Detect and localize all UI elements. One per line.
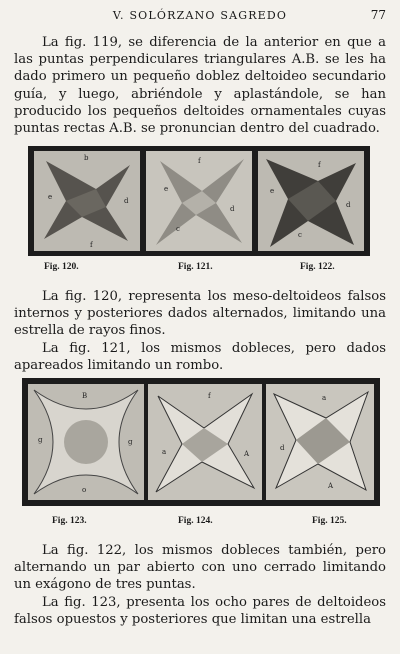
paragraph-fig-119: La fig. 119, se diferencia de la anterior en que a las puntas perpendiculares triangulares A.B. se les ha dado primero un pequeño doblez deltoideo secundario guía, y luego, abriéndole y aplastándole, se han producido los pequeños deltoides ornamentales cuyas puntas rectas A.B. se pronuncian dentro del cuadrado. — [14, 35, 386, 137]
caption-fig-123: Fig. 123. — [52, 516, 87, 526]
page-number: 77 — [370, 8, 386, 22]
figure-row-120-122 — [28, 146, 370, 256]
svg-text:f: f — [198, 157, 201, 165]
paragraph-fig-120: La fig. 120, representa los meso-deltoideos falsos internos y posteriores dados alternados, limitando una estrella de rayos finos. — [14, 289, 386, 339]
svg-text:o: o — [82, 486, 87, 494]
svg-text:f: f — [318, 161, 321, 169]
svg-text:B: B — [82, 392, 88, 400]
svg-text:f: f — [208, 392, 211, 400]
svg-text:e: e — [48, 193, 53, 201]
figure-row-123-125 — [22, 378, 380, 506]
svg-text:g: g — [128, 438, 133, 446]
paragraph-fig-121: La fig. 121, los mismos dobleces, pero dados apareados limitando un rombo. — [14, 341, 386, 374]
paragraph-fig-122: La fig. 122, los mismos dobleces también, pero alternando un par abierto con uno cerrado limitando un exágono de tres puntas. — [14, 543, 386, 593]
caption-fig-125: Fig. 125. — [312, 516, 347, 526]
svg-text:g: g — [38, 436, 43, 444]
svg-text:c: c — [176, 225, 180, 233]
svg-text:f: f — [90, 241, 93, 249]
figure-124 — [148, 384, 262, 500]
figure-123 — [28, 384, 144, 500]
svg-text:A: A — [328, 482, 334, 490]
caption-fig-120: Fig. 120. — [44, 262, 79, 272]
svg-text:a: a — [322, 394, 327, 402]
caption-fig-122: Fig. 122. — [300, 262, 335, 272]
svg-text:a: a — [162, 448, 167, 456]
paragraph-fig-123: La fig. 123, presenta los ocho pares de deltoideos falsos opuestos y posteriores que limitan una estrella — [14, 595, 386, 628]
figure-122 — [258, 151, 364, 251]
figure-121 — [146, 151, 252, 251]
svg-text:d: d — [124, 197, 129, 205]
caption-fig-121: Fig. 121. — [178, 262, 213, 272]
svg-text:d: d — [230, 205, 235, 213]
svg-text:A: A — [244, 450, 250, 458]
figure-120 — [34, 151, 140, 251]
svg-text:b: b — [84, 154, 89, 162]
svg-text:e: e — [164, 185, 169, 193]
svg-text:d: d — [346, 201, 351, 209]
svg-text:c: c — [298, 231, 302, 239]
running-header — [0, 8, 400, 24]
svg-text:e: e — [270, 187, 275, 195]
svg-text:d: d — [280, 444, 285, 452]
header-title: V. SOLÓRZANO SAGREDO — [112, 9, 288, 22]
caption-fig-124: Fig. 124. — [178, 516, 213, 526]
figure-125 — [266, 384, 374, 500]
